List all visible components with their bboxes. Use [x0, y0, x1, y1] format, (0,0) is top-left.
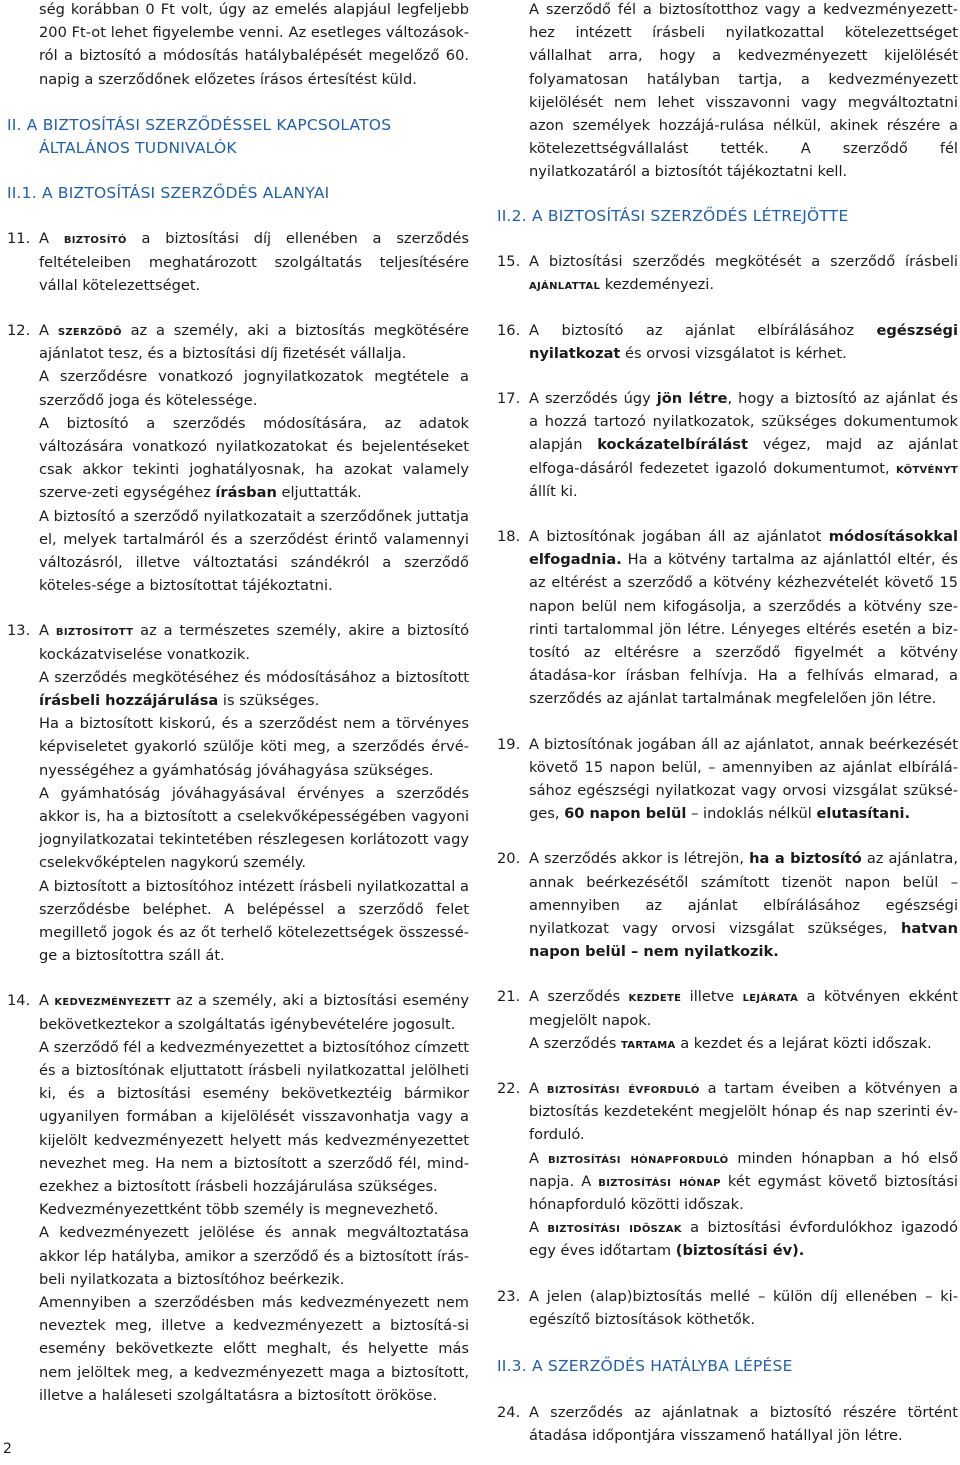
item-paragraph: A szerződésre vonatkozó jognyilatkozatok megtétele a szerződő joga és kötelessége. — [39, 368, 469, 409]
item-text: A szerződés úgy jön létre, hogy a biztosító az ajánlat és a hozzá tartozó nyilatkozatok, szükséges dokumentumok alapján kockázatelbírálást végez, majd az ajánlat elfoga-dásáról fedezetet igazoló dokumentumot, kötvényt állít ki. — [529, 389, 959, 500]
item-number: 11. — [7, 230, 31, 248]
item-16 — [497, 319, 958, 365]
item-13 — [7, 619, 469, 967]
item-text: A kedvezményezett az a személy, aki a biztosítási esemény bekövetkeztekor a szolgáltatás igénybevételére jogosult. — [39, 992, 470, 1033]
item-paragraph: A biztosítási időszak a biztosítási évfordulókhoz igazodó egy éves időtartam (biztosítási év). — [529, 1219, 958, 1260]
item-number: 24. — [497, 1403, 521, 1421]
intro-paragraph: A szerződő fél a biztosítotthoz vagy a kedvezményezett-hez intézett írásbeli nyilatkozattal kötelezettséget vállalhat arra, hogy a kedvezményezett kijelölését folyamatosan hatályban tartja, a kedvezményezett kijelölését nem lehet visszavonni vagy megváltoztatni azon személyek hozzájá-rulása nélkül, akinek részére a kötelezettségvállalást tették. A szerződő fél nyilatkozatáról a biztosítót tájékoztatni kell. — [529, 1, 958, 181]
item-20 — [497, 847, 958, 963]
item-paragraph: Amennyiben a szerződésben más kedvezményezett nem neveztek meg, illetve a kedvezményezett a biztosítá-si esemény bekövetkezte előtt meghalt, és helyette más nem jelöltek meg, a kedvezményezett maga a biztosított, illetve a haláleseti szolgáltatásra a biztosított örököse. — [39, 1294, 469, 1404]
item-14 — [7, 989, 469, 1407]
item-number: 19. — [497, 735, 521, 753]
item-text: A biztosító az ajánlat elbírálásához egészségi nyilatkozat és orvosi vizsgálatot is kérhet. — [529, 321, 958, 362]
item-text: A szerződés az ajánlatnak a biztosító részére történt átadása időpontjára visszamenő hatállyal jön létre. — [529, 1403, 958, 1444]
item-number: 17. — [497, 389, 521, 407]
item-text: A biztosítási szerződés megkötését a szerződő írásbeli ajánlattal kezdeményezi. — [529, 253, 958, 294]
item-number: 22. — [497, 1080, 521, 1098]
item-paragraph: A szerződés megkötéséhez és módosításához a biztosított írásbeli hozzájárulása is szükséges. — [39, 668, 469, 709]
item-paragraph: A biztosítási hónapforduló minden hónapban a hó első napja. A biztosítási hónap két egymást követő biztosítási hónapforduló közötti időszak. — [529, 1149, 959, 1214]
item-text: A szerződés akkor is létrejön, ha a biztosító az ajánlatra, annak beérkezésétől számított tizenöt napon belül – amennyiben az ajánlat elbírálásához egészségi nyilatkozat vagy orvosi vizsgálat szükséges, hatvan napon belül – nem nyilatkozik. — [529, 850, 958, 961]
item-number: 14. — [7, 992, 31, 1010]
item-paragraph: A biztosított a biztosítóhoz intézett írásbeli nyilatkozattal a szerződésbe beléphet. A belépéssel a szerződő felet megillető jogok és az őt terhelő kötelezettségek összessé-ge a biztosítottra száll át. — [39, 877, 469, 965]
section-ii2-title: II.2. A BIZTOSÍTÁSI SZERZŐDÉS LÉTREJÖTTE — [497, 206, 849, 225]
item-text: A jelen (alap)biztosítás mellé – külön díj ellenében – ki-egészítő biztosítások köthetők. — [529, 1287, 958, 1328]
item-23 — [497, 1285, 958, 1331]
item-number: 15. — [497, 253, 521, 271]
item-paragraph: A gyámhatóság jóváhagyásával érvényes a szerződés akkor is, ha a biztosított a cselekvőképességében vagyoni jognyilatkozatai tekintetében részlegesen korlátozott vagy cselekvőképtelen nagykorú személy. — [39, 784, 469, 872]
item-paragraph: Kedvezményezettként több személy is megnevezhető. — [39, 1201, 439, 1219]
item-17 — [497, 387, 958, 503]
section-ii3-title: II.3. A SZERZŐDÉS HATÁLYBA LÉPÉSE — [497, 1357, 793, 1376]
item-number: 13. — [7, 622, 31, 640]
item-number: 12. — [7, 321, 31, 339]
item-text: A biztosítónak jogában áll az ajánlatot módosításokkal elfogadnia. Ha a kötvény tartalma az ajánlattól eltér, és az eltérést a szerződő a kötvény kézhezvételét követő 15 napon belül nem kifogásolja, a szerződés a kötvény sze-rinti tartalommal jön létre. Lényeges eltérés esetén a biz-tosító az eltérésre a szerződő figyelmét a kötvény átadása-kor írásban felhívja. Ha a felhívás elmarad, a szerződés az ajánlat tartalmának megfelelően jön létre. — [529, 527, 958, 708]
item-paragraph: Ha a biztosított kiskorú, és a szerződést nem a törvényes képviseletet gyakorló szülője köti meg, a szerződés érvé-nyességéhez a gyámhatóság jóváhagyása szükséges. — [39, 715, 469, 779]
item-24 — [497, 1401, 958, 1447]
item-paragraph: A szerződő fél a kedvezményezettet a biztosítóhoz címzett és a biztosítónak eljuttatott írásbeli nyilatkozattal jelölheti ki, és a biztosítási esemény bekövetkeztéig bármikor ugyanilyen formában a kijelölését visszavonhatja vagy a kijelölt kedvezményezett helyett más kedvezményezettet nevezhet meg. Ha nem a biztosított a szerződő fél, mind-ezekhez a biztosított írásbeli hozzájárulása szükséges. — [39, 1038, 469, 1196]
intro-paragraph: ség korábban 0 Ft volt, úgy az emelés alapjául legfeljebb 200 Ft-ot lehet figyelembe venni. Az esetleges változások-ról a biztosító a módosítás hatálybalépését megelőző 60. napig a szerződőnek előzetes írásos értesítést küld. — [39, 1, 469, 88]
item-text: A biztosítási évforduló a tartam éveiben a kötvényen a biztosítás kezdeteként megjelölt hónap és nap szerinti év-forduló. — [529, 1080, 958, 1144]
item-paragraph: A biztosító a szerződő nyilatkozatait a szerződőnek juttatja el, melyek tartalmáról és a szerződést érintő valamennyi változásról, illetve változtatási szándékról a szerződő köteles-sége a biztosítottat tájékoztatni. — [39, 507, 469, 595]
item-text: A szerződés kezdete illetve lejárata a kötvényen ekként megjelölt napok. — [529, 988, 958, 1029]
item-number: 23. — [497, 1287, 521, 1305]
item-paragraph: A szerződés tartama a kezdet és a lejárat közti időszak. — [529, 1034, 932, 1052]
item-22 — [497, 1077, 958, 1263]
left-column — [7, 0, 469, 1407]
item-text: A biztosítónak jogában áll az ajánlatot, annak beérkezését követő 15 napon belül, – amennyiben az ajánlat elbírálá-sához egészségi nyilatkozat vagy orvosi vizsgálat szüksé-ges, 60 napon belül – indoklás nélkül elutasítani. — [529, 735, 958, 823]
section-ii-title-text: II. A BIZTOSÍTÁSI SZERZŐDÉSSEL KAPCSOLATOS ÁLTALÁNOS TUDNIVALÓK — [7, 115, 392, 158]
item-15 — [497, 250, 958, 296]
item-number: 21. — [497, 988, 521, 1006]
item-paragraph: A kedvezményezett jelölése és annak megváltoztatása akkor lép hatályba, amikor a szerződő és a biztosított írás-beli nyilatkozata a biztosítóhoz beérkezik. — [39, 1224, 469, 1288]
section-ii-title — [7, 114, 469, 161]
item-text: A szerződő az a személy, aki a biztosítás megkötésére ajánlatot tesz, és a biztosítási díj fizetését vállalja. — [39, 321, 470, 363]
item-11 — [7, 227, 469, 297]
right-column — [497, 0, 958, 1447]
item-paragraph: A biztosító a szerződés módosítására, az adatok változására vonatkozó nyilatkozatokat és bejelentéseket csak akkor tekinti joghatályosnak, ha azokat valamely szerve-zeti egységéhez írásban eljuttatták. — [39, 414, 469, 502]
section-ii1-title: II.1. A BIZTOSÍTÁSI SZERZŐDÉS ALANYAI — [7, 183, 330, 202]
item-number: 18. — [497, 527, 521, 545]
item-19 — [497, 733, 958, 826]
item-12 — [7, 319, 469, 597]
item-text: A biztosított az a természetes személy, akire a biztosító kockázatviselése vonatkozik. — [39, 622, 469, 663]
item-number: 16. — [497, 321, 521, 339]
page-number: 2 — [3, 1441, 12, 1457]
item-text: A biztosító a biztosítási díj ellenében a szerződés feltételeiben meghatározott szolgáltatás teljesítésére vállal kötelezettséget. — [39, 230, 469, 294]
item-21 — [497, 985, 958, 1055]
item-18 — [497, 525, 958, 711]
item-number: 20. — [497, 850, 521, 868]
